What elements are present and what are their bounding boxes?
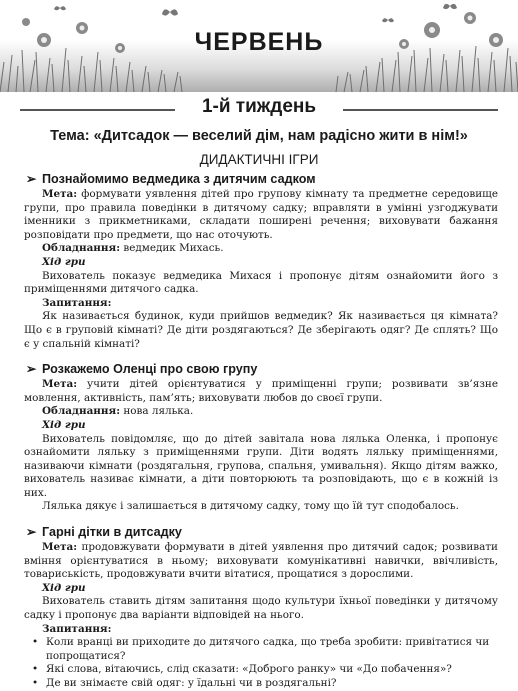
theme-title: Тема: «Дитсадок — веселий дім, нам радісно жити в нім!» [50,128,468,144]
game-equipment: Обладнання: ведмедик Михась. [42,242,224,255]
game-course-label: Хід гри [42,418,86,431]
arrow-icon: ➢ [26,172,37,186]
game-equipment: Обладнання: нова лялька. [42,405,194,418]
game-title-text: Гарні дітки в дитсадку [42,525,182,540]
question-bullet: • Коли вранці ви приходите до дитячого садка, що треба зробити: привітатися чи попрощатися? [32,636,490,662]
game-title-text: Розкажемо Оленці про свою групу [42,362,258,377]
game-course-label: Хід гри [42,581,86,594]
game-questions-label: Запитання: [42,622,112,635]
game-block [24,524,498,691]
game-course-label: Хід гри [42,255,86,268]
game-goal: Мета: учити дітей орієнтуватися у приміщенні групи; розвивати зв’язне мовлення, активність, пам’ять; виховувати любов до своєї групи. [24,378,498,404]
games-content [24,171,498,691]
game-goal: Мета: продовжувати формувати в дітей уявлення про дитячий садок; розвивати вміння орієнтуватися в ньому; виховувати комунікативні навички, ввічливість, товариськість, продовжувати вчити вітатися, прощатися з дорослими. [24,541,498,581]
game-block [24,361,498,514]
section-heading: ДИДАКТИЧНІ ІГРИ [199,152,319,167]
arrow-icon: ➢ [26,525,37,540]
bullet-icon: • [32,677,39,689]
question-bullet: • Де ви знімаєте свій одяг: у їдальні чи в роздягальні? [32,677,337,689]
game-questions-label: Запитання: [42,296,112,309]
header-banner [0,0,518,92]
arrow-icon: ➢ [26,362,37,377]
game-goal: Мета: формувати уявлення дітей про групову кімнату та предметне середовище групи, про правила поведінки в дитячому садку; вправляти в умінні узгоджувати іменники з прикметниками, складати поширені речення; виховувати бажання розповідати про предмети, що нас оточують. [24,188,498,241]
game-course-continued: Лялька дякує і залишається в дитячому садку, тому що їй тут сподобалось. [42,500,459,513]
game-course: Вихователь повідомляє, що до дітей завітала нова лялька Оленка, і пропонує ознайомити ляльку з приміщеннями групи. Діти водять ляльку приміщеннями, називаючи кімнати (роздягальня, групова, спальня, умивальня). Якщо дітям важко, вихователь називає кімнати, а діти повторюють та розповідають, що є в кожній із них. [24,432,498,499]
question-bullet: • Які слова, вітаючись, слід сказати: «Доброго ранку» чи «До побачення»? [32,663,452,676]
game-questions: Як називається будинок, куди прийшов ведмедик? Як називається ця кімната? Що є в груповій кімнаті? Де діти роздягаються? Де зберігають одяг? Де сплять? Що є у спальній кімнаті? [24,310,498,350]
game-title [26,524,498,540]
game-title [26,361,498,377]
game-course: Вихователь ставить дітям запитання щодо культури їхньої поведінки у дитячому садку і пропонує два варіанти відповідей на нього. [24,595,498,622]
game-course: Вихователь показує ведмедика Михася і пропонує дітям ознайомити його з приміщеннями дитячого садка. [24,269,498,296]
bullet-icon: • [32,636,39,649]
game-title-text: Познайомимо ведмедика з дитячим садком [42,172,316,186]
game-title [26,171,498,187]
month-title: ЧЕРВЕНЬ [194,28,324,56]
bullet-icon: • [32,663,39,676]
week-title: 1-й тиждень [201,96,317,117]
game-block [24,171,498,351]
week-heading [20,96,498,122]
week-divider-right [343,109,498,111]
